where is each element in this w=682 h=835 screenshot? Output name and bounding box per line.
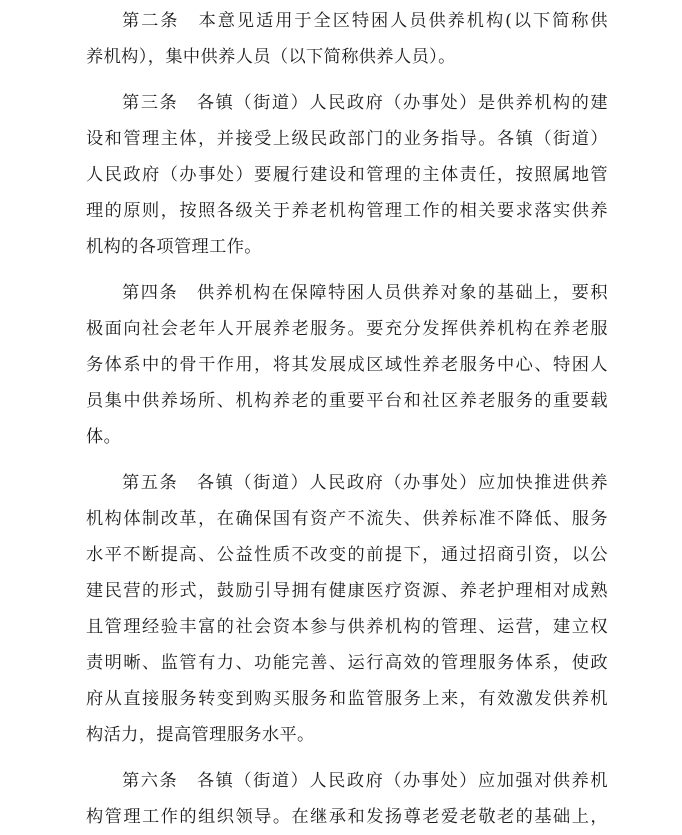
text-line: 机构的各项管理工作。 [86,237,262,257]
text-line: 员集中供养场所、机构养老的重要平台和社区养老服务的重要载 [86,391,608,411]
text-line: 设和管理主体，并接受上级民政部门的业务指导。各镇（街道） [86,129,608,149]
text-line: 责明晰、监管有力、功能完善、运行高效的管理服务体系，使政 [86,653,608,673]
text-line: 第三条 各镇（街道）人民政府（办事处）是供养机构的建 [122,93,608,113]
text-line: 第五条 各镇（街道）人民政府（办事处）应加快推进供养 [122,473,608,493]
article-4-paragraph [86,275,608,455]
article-6-paragraph [86,763,608,835]
text-line: 建民营的形式，鼓励引导拥有健康医疗资源、养老护理相对成熟 [86,581,608,601]
text-line: 理的原则，按照各级关于养老机构管理工作的相关要求落实供养 [86,201,608,221]
text-line: 极面向社会老年人开展养老服务。要充分发挥供养机构在养老服 [86,319,608,339]
article-2-paragraph [86,3,608,75]
text-line: 构活力，提高管理服务水平。 [86,725,315,745]
text-line: 第四条 供养机构在保障特困人员供养对象的基础上，要积 [122,283,608,303]
text-line: 体。 [86,427,122,447]
article-3-paragraph [86,85,608,265]
text-line: 且管理经验丰富的社会资本参与供养机构的管理、运营，建立权 [86,617,608,637]
text-line: 机构体制改革，在确保国有资产不流失、供养标准不降低、服务 [86,509,608,529]
text-line: 务体系中的骨干作用，将其发展成区域性养老服务中心、特困人 [86,355,608,375]
text-line: 养机构），集中供养人员（以下简称供养人员）。 [86,47,456,67]
text-line: 第六条 各镇（街道）人民政府（办事处）应加强对供养机 [122,771,608,791]
text-line: 水平不断提高、公益性质不改变的前提下，通过招商引资，以公 [86,545,608,565]
text-line: 人民政府（办事处）要履行建设和管理的主体责任，按照属地管 [86,165,608,185]
text-line: 府从直接服务转变到购买服务和监管服务上来，有效激发供养机 [86,689,608,709]
text-line: 构管理工作的组织领导。在继承和发扬尊老爱老敬老的基础上， [86,807,608,827]
text-line: 第二条 本意见适用于全区特困人员供养机构(以下简称供 [122,11,608,31]
article-5-paragraph [86,465,608,753]
